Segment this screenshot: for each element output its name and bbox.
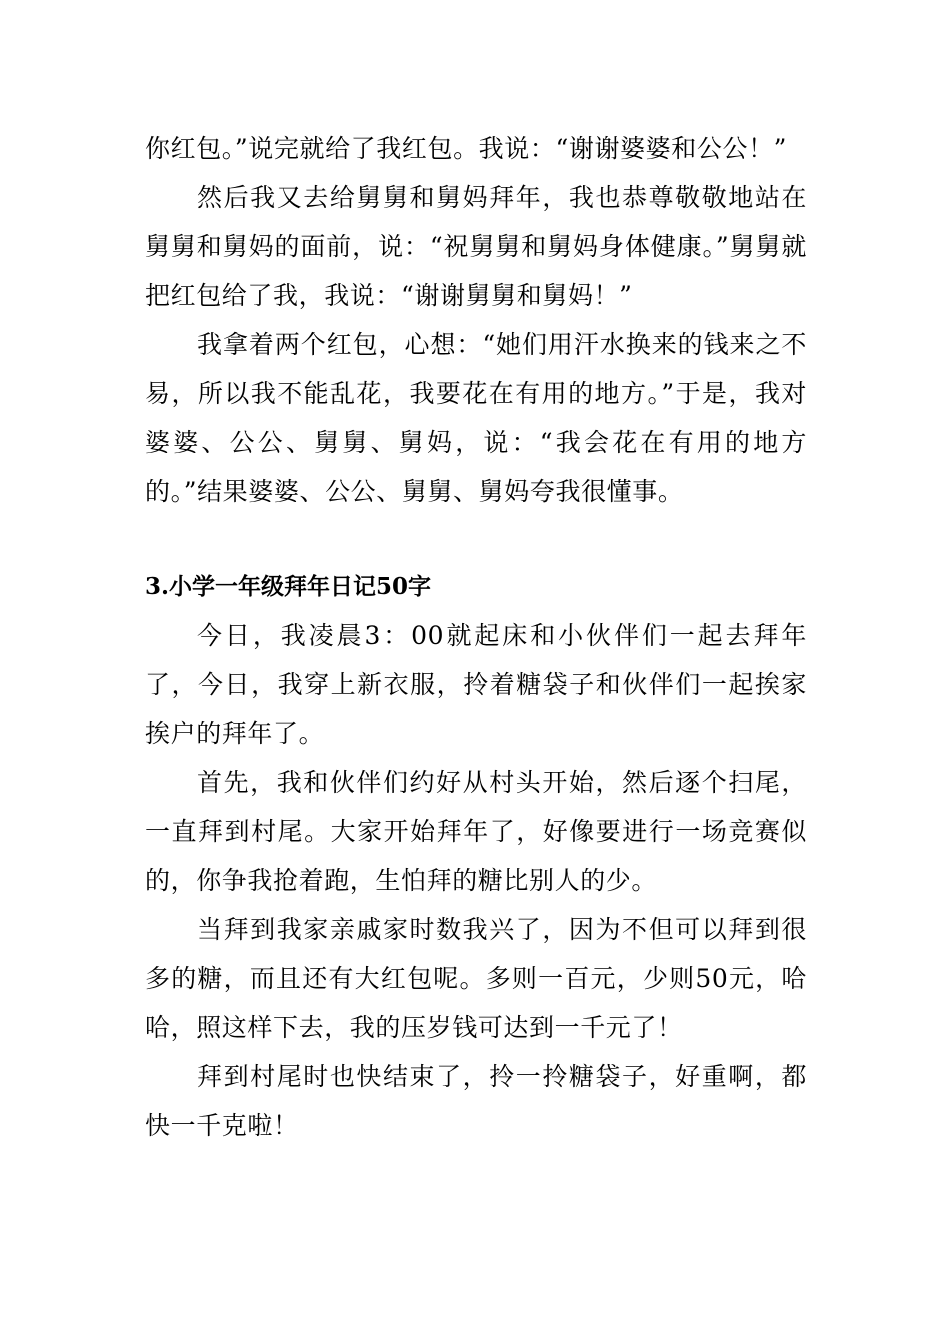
paragraph-3: 我拿着两个红包，心想：“她们用汗水换来的钱来之不易，所以我不能乱花，我要花在有用的地方。”于是，我对婆婆、公公、舅舅、舅妈，说：“我会花在有用的地方的。”结果婆婆、公公、舅舅、舅妈夸我很懂事。 (145, 330, 807, 506)
paragraph-6: 当拜到我家亲戚家时数我兴了，因为不但可以拜到很多的糖，而且还有大红包呢。多则一百元，少则50元，哈哈，照这样下去，我的压岁钱可达到一千元了！ (145, 915, 807, 1042)
paragraph-1: 你红包。”说完就给了我红包。我说：“谢谢婆婆和公公！” (145, 134, 788, 163)
paragraph-2: 然后我又去给舅舅和舅妈拜年，我也恭尊敬敬地站在舅舅和舅妈的面前，说：“祝舅舅和舅妈身体健康。”舅舅就把红包给了我，我说：“谢谢舅舅和舅妈！” (145, 183, 807, 310)
paragraph-5: 首先，我和伙伴们约好从村头开始，然后逐个扫尾，一直拜到村尾。大家开始拜年了，好像要进行一场竞赛似的，你争我抢着跑，生怕拜的糖比别人的少。 (145, 768, 807, 895)
document-page (145, 124, 807, 1150)
section-heading: 3.小学一年级拜年日记50字 (145, 573, 432, 600)
paragraph-7: 拜到村尾时也快结束了，拎一拎糖袋子，好重啊，都快一千克啦！ (145, 1062, 807, 1140)
paragraph-4: 今日，我凌晨3：00就起床和小伙伴们一起去拜年了，今日，我穿上新衣服，拎着糖袋子和伙伴们一起挨家挨户的拜年了。 (145, 621, 807, 748)
